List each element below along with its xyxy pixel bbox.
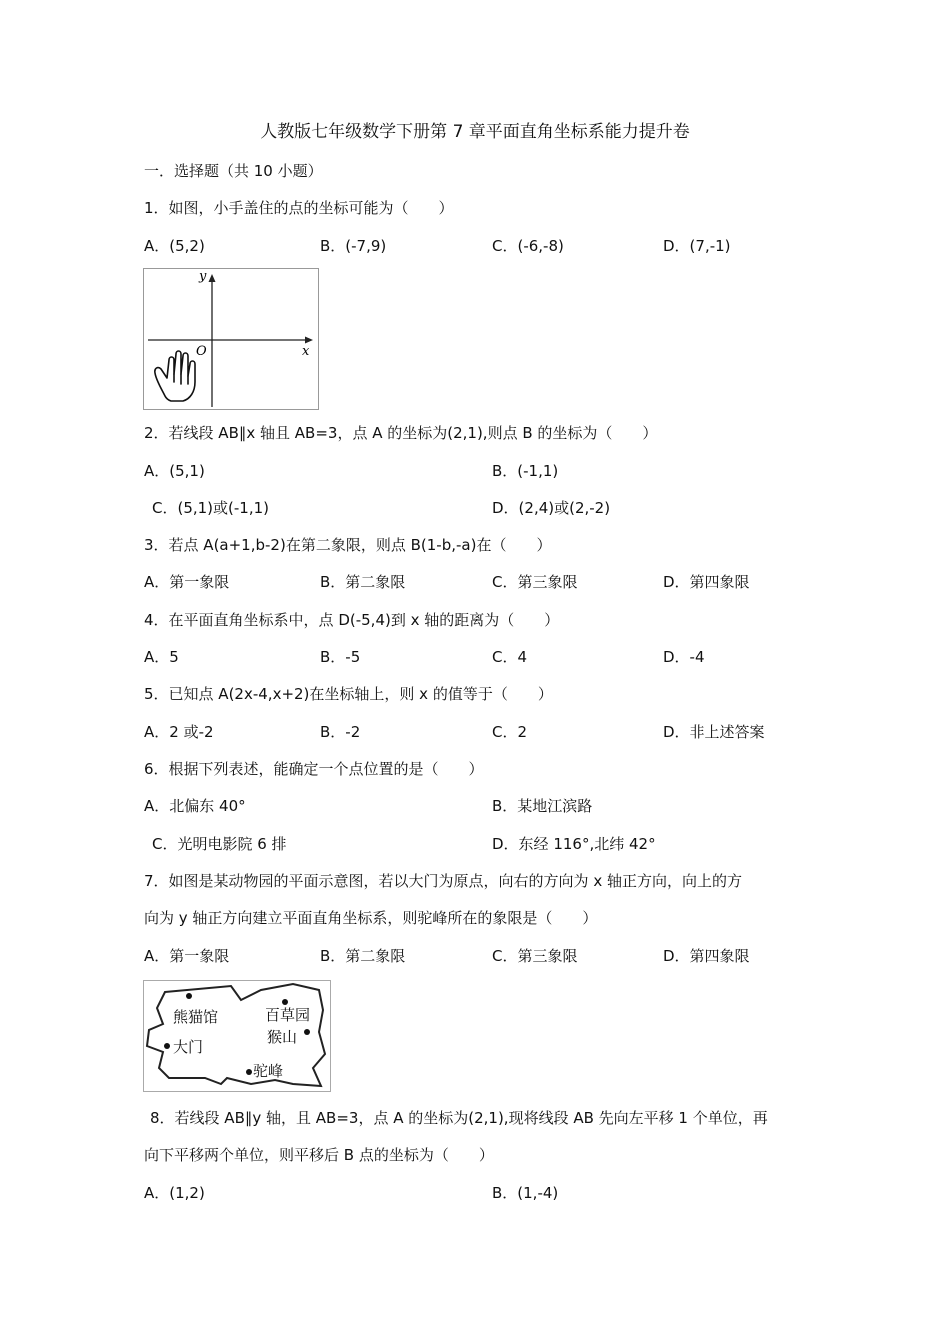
document-title: 人教版七年级数学下册第 7 章平面直角坐标系能力提升卷 [260, 122, 690, 142]
section-heading: 一．选择题（共 10 小题） [144, 162, 323, 180]
question-5-option-a: A．2 或-2 [144, 723, 214, 741]
map-label-monkey-hill: 猴山 [267, 1028, 298, 1046]
question-8-option-b: B．(1,-4) [492, 1184, 559, 1202]
question-4-option-b: B．-5 [320, 648, 361, 666]
question-5-option-d: D．非上述答案 [663, 723, 765, 741]
question-5-stem: 5．已知点 A(2x-4,x+2)在坐标轴上，则 x 的值等于（ ） [144, 685, 553, 703]
figure-coordinate-hand [143, 268, 319, 410]
question-4-option-a: A．5 [144, 648, 179, 666]
question-6-option-c: C．光明电影院 6 排 [152, 835, 287, 853]
question-8-stem-line-2: 向下平移两个单位，则平移后 B 点的坐标为（ ） [144, 1146, 494, 1164]
question-3-option-d: D．第四象限 [663, 573, 750, 591]
question-7-stem-line-1: 7．如图是某动物园的平面示意图，若以大门为原点，向右的方向为 x 轴正方向，向上的方 [144, 872, 742, 890]
y-axis-label: y [199, 269, 207, 284]
question-5-option-b: B．-2 [320, 723, 361, 741]
question-2-option-c: C．(5,1)或(-1,1) [152, 499, 270, 517]
question-1-stem: 1．如图，小手盖住的点的坐标可能为（ ） [144, 199, 454, 217]
question-2-option-d: D．(2,4)或(2,-2) [492, 499, 611, 517]
question-8-option-a: A．(1,2) [144, 1184, 205, 1202]
question-3-option-b: B．第二象限 [320, 573, 406, 591]
question-2-option-b: B．(-1,1) [492, 462, 559, 480]
map-label-camel-peak: 驼峰 [253, 1062, 284, 1080]
map-label-panda-house: 熊猫馆 [173, 1008, 219, 1026]
question-5-option-c: C．2 [492, 723, 528, 741]
question-3-stem: 3．若点 A(a+1,b-2)在第二象限，则点 B(1-b,-a)在（ ） [144, 536, 552, 554]
question-6-option-d: D．东经 116°,北纬 42° [492, 835, 656, 853]
question-1-option-b: B．(-7,9) [320, 237, 387, 255]
question-2-stem: 2．若线段 AB∥x 轴且 AB=3，点 A 的坐标为(2,1),则点 B 的坐标为（ ） [144, 424, 658, 442]
question-3-option-c: C．第三象限 [492, 573, 578, 591]
origin-label: O [196, 344, 207, 359]
question-4-option-d: D．-4 [663, 648, 705, 666]
question-4-option-c: C．4 [492, 648, 528, 666]
question-7-stem-line-2: 向为 y 轴正方向建立平面直角坐标系，则驼峰所在的象限是（ ） [144, 909, 598, 927]
question-7-option-a: A．第一象限 [144, 947, 230, 965]
question-1-option-c: C．(-6,-8) [492, 237, 564, 255]
map-label-herb-garden: 百草园 [265, 1006, 311, 1024]
question-1-option-d: D．(7,-1) [663, 237, 731, 255]
question-6-option-a: A．北偏东 40° [144, 797, 246, 815]
x-axis-label: x [302, 344, 310, 359]
map-label-gate: 大门 [173, 1038, 204, 1056]
question-4-stem: 4．在平面直角坐标系中，点 D(-5,4)到 x 轴的距离为（ ） [144, 611, 560, 629]
question-6-option-b: B．某地江滨路 [492, 797, 593, 815]
question-1-option-a: A．(5,2) [144, 237, 205, 255]
question-7-option-d: D．第四象限 [663, 947, 750, 965]
question-2-option-a: A．(5,1) [144, 462, 205, 480]
question-7-option-c: C．第三象限 [492, 947, 578, 965]
figure-zoo-map [143, 980, 331, 1092]
question-6-stem: 6．根据下列表述，能确定一个点位置的是（ ） [144, 760, 484, 778]
question-7-option-b: B．第二象限 [320, 947, 406, 965]
question-8-stem-line-1: 8．若线段 AB∥y 轴，且 AB=3，点 A 的坐标为(2,1),现将线段 AB 先向左平移 1 个单位，再 [150, 1109, 768, 1127]
question-3-option-a: A．第一象限 [144, 573, 230, 591]
